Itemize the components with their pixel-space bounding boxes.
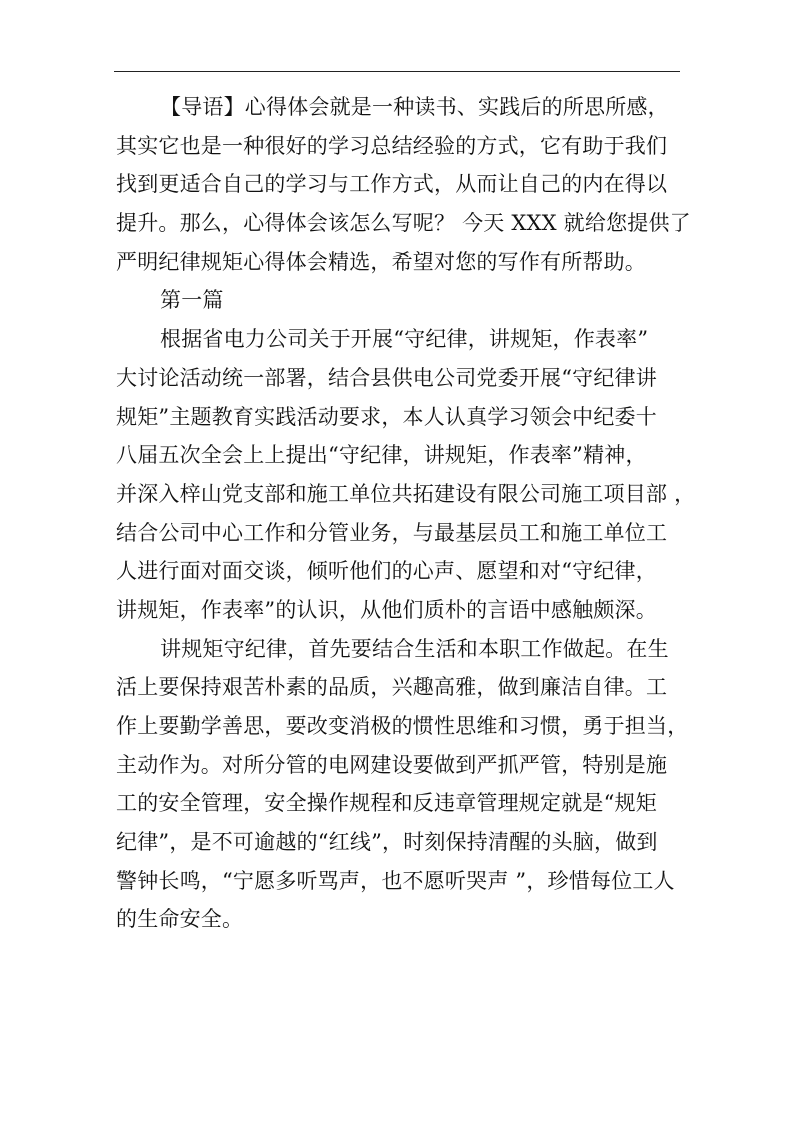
para1-line-6: 结合公司中心工作和分管业务，与最基层员工和施工单位工	[116, 520, 668, 545]
para2-line-1: 讲规矩守纪律，首先要结合生活和本职工作做起。在生	[160, 636, 669, 661]
intro-line-2: 其实它也是一种很好的学习总结经验的方式，它有助于我们	[116, 133, 668, 158]
para2-line-5: 工的安全管理，安全操作规程和反违章管理规定就是“规矩	[116, 791, 657, 816]
intro-line-1: 【导语】心得体会就是一种读书、实践后的所思所感，	[160, 95, 669, 119]
para2-line-8: 的生命安全。	[116, 907, 244, 932]
para1-line-3: 规矩”主题教育实践活动要求，本人认真学习领会中纪委十	[116, 404, 657, 429]
intro-line-4: 提升。那么，心得体会该怎么写呢？ 今天 XXX 就给您提供了	[116, 211, 691, 236]
para1-line-5: 并深入梓山党支部和施工单位共拓建设有限公司施工项目部 ，	[116, 481, 696, 506]
para1-line-7: 人进行面对面交谈，倾听他们的心声、愿望和对“守纪律，	[116, 559, 657, 584]
intro-line-3: 找到更适合自己的学习与工作方式，从而让自己的内在得以	[116, 172, 668, 197]
intro-line-5: 严明纪律规矩心得体会精选，希望对您的写作有所帮助。	[116, 249, 646, 274]
para1-line-4: 八届五次全会上上提出“守纪律，讲规矩，作表率”精神，	[116, 443, 647, 468]
para2-line-3: 作上要勤学善思，要改变消极的惯性思维和习惯，勇于担当，	[116, 714, 689, 738]
para2-line-7: 警钟长鸣，“宁愿多听骂声，也不愿听哭声 ”，珍惜每位工人	[116, 868, 675, 893]
para1-line-1: 根据省电力公司关于开展“守纪律，讲规矩，作表率”	[160, 327, 649, 352]
document-body	[116, 88, 696, 939]
para2-line-2: 活上要保持艰苦朴素的品质，兴趣高雅，做到廉洁自律。工	[116, 675, 668, 700]
para2-line-6: 纪律”，是不可逾越的“红线”，时刻保持清醒的头脑，做到	[116, 830, 658, 855]
para1-line-2: 大讨论活动统一部署，结合县供电公司党委开展“守纪律讲	[116, 365, 657, 390]
para1-line-8: 讲规矩，作表率”的认识，从他们质朴的言语中感触颇深。	[116, 597, 657, 622]
para2-line-4: 主动作为。对所分管的电网建设要做到严抓严管，特别是施	[116, 752, 668, 777]
section-title: 第一篇	[160, 288, 224, 313]
header-rule	[114, 71, 680, 72]
